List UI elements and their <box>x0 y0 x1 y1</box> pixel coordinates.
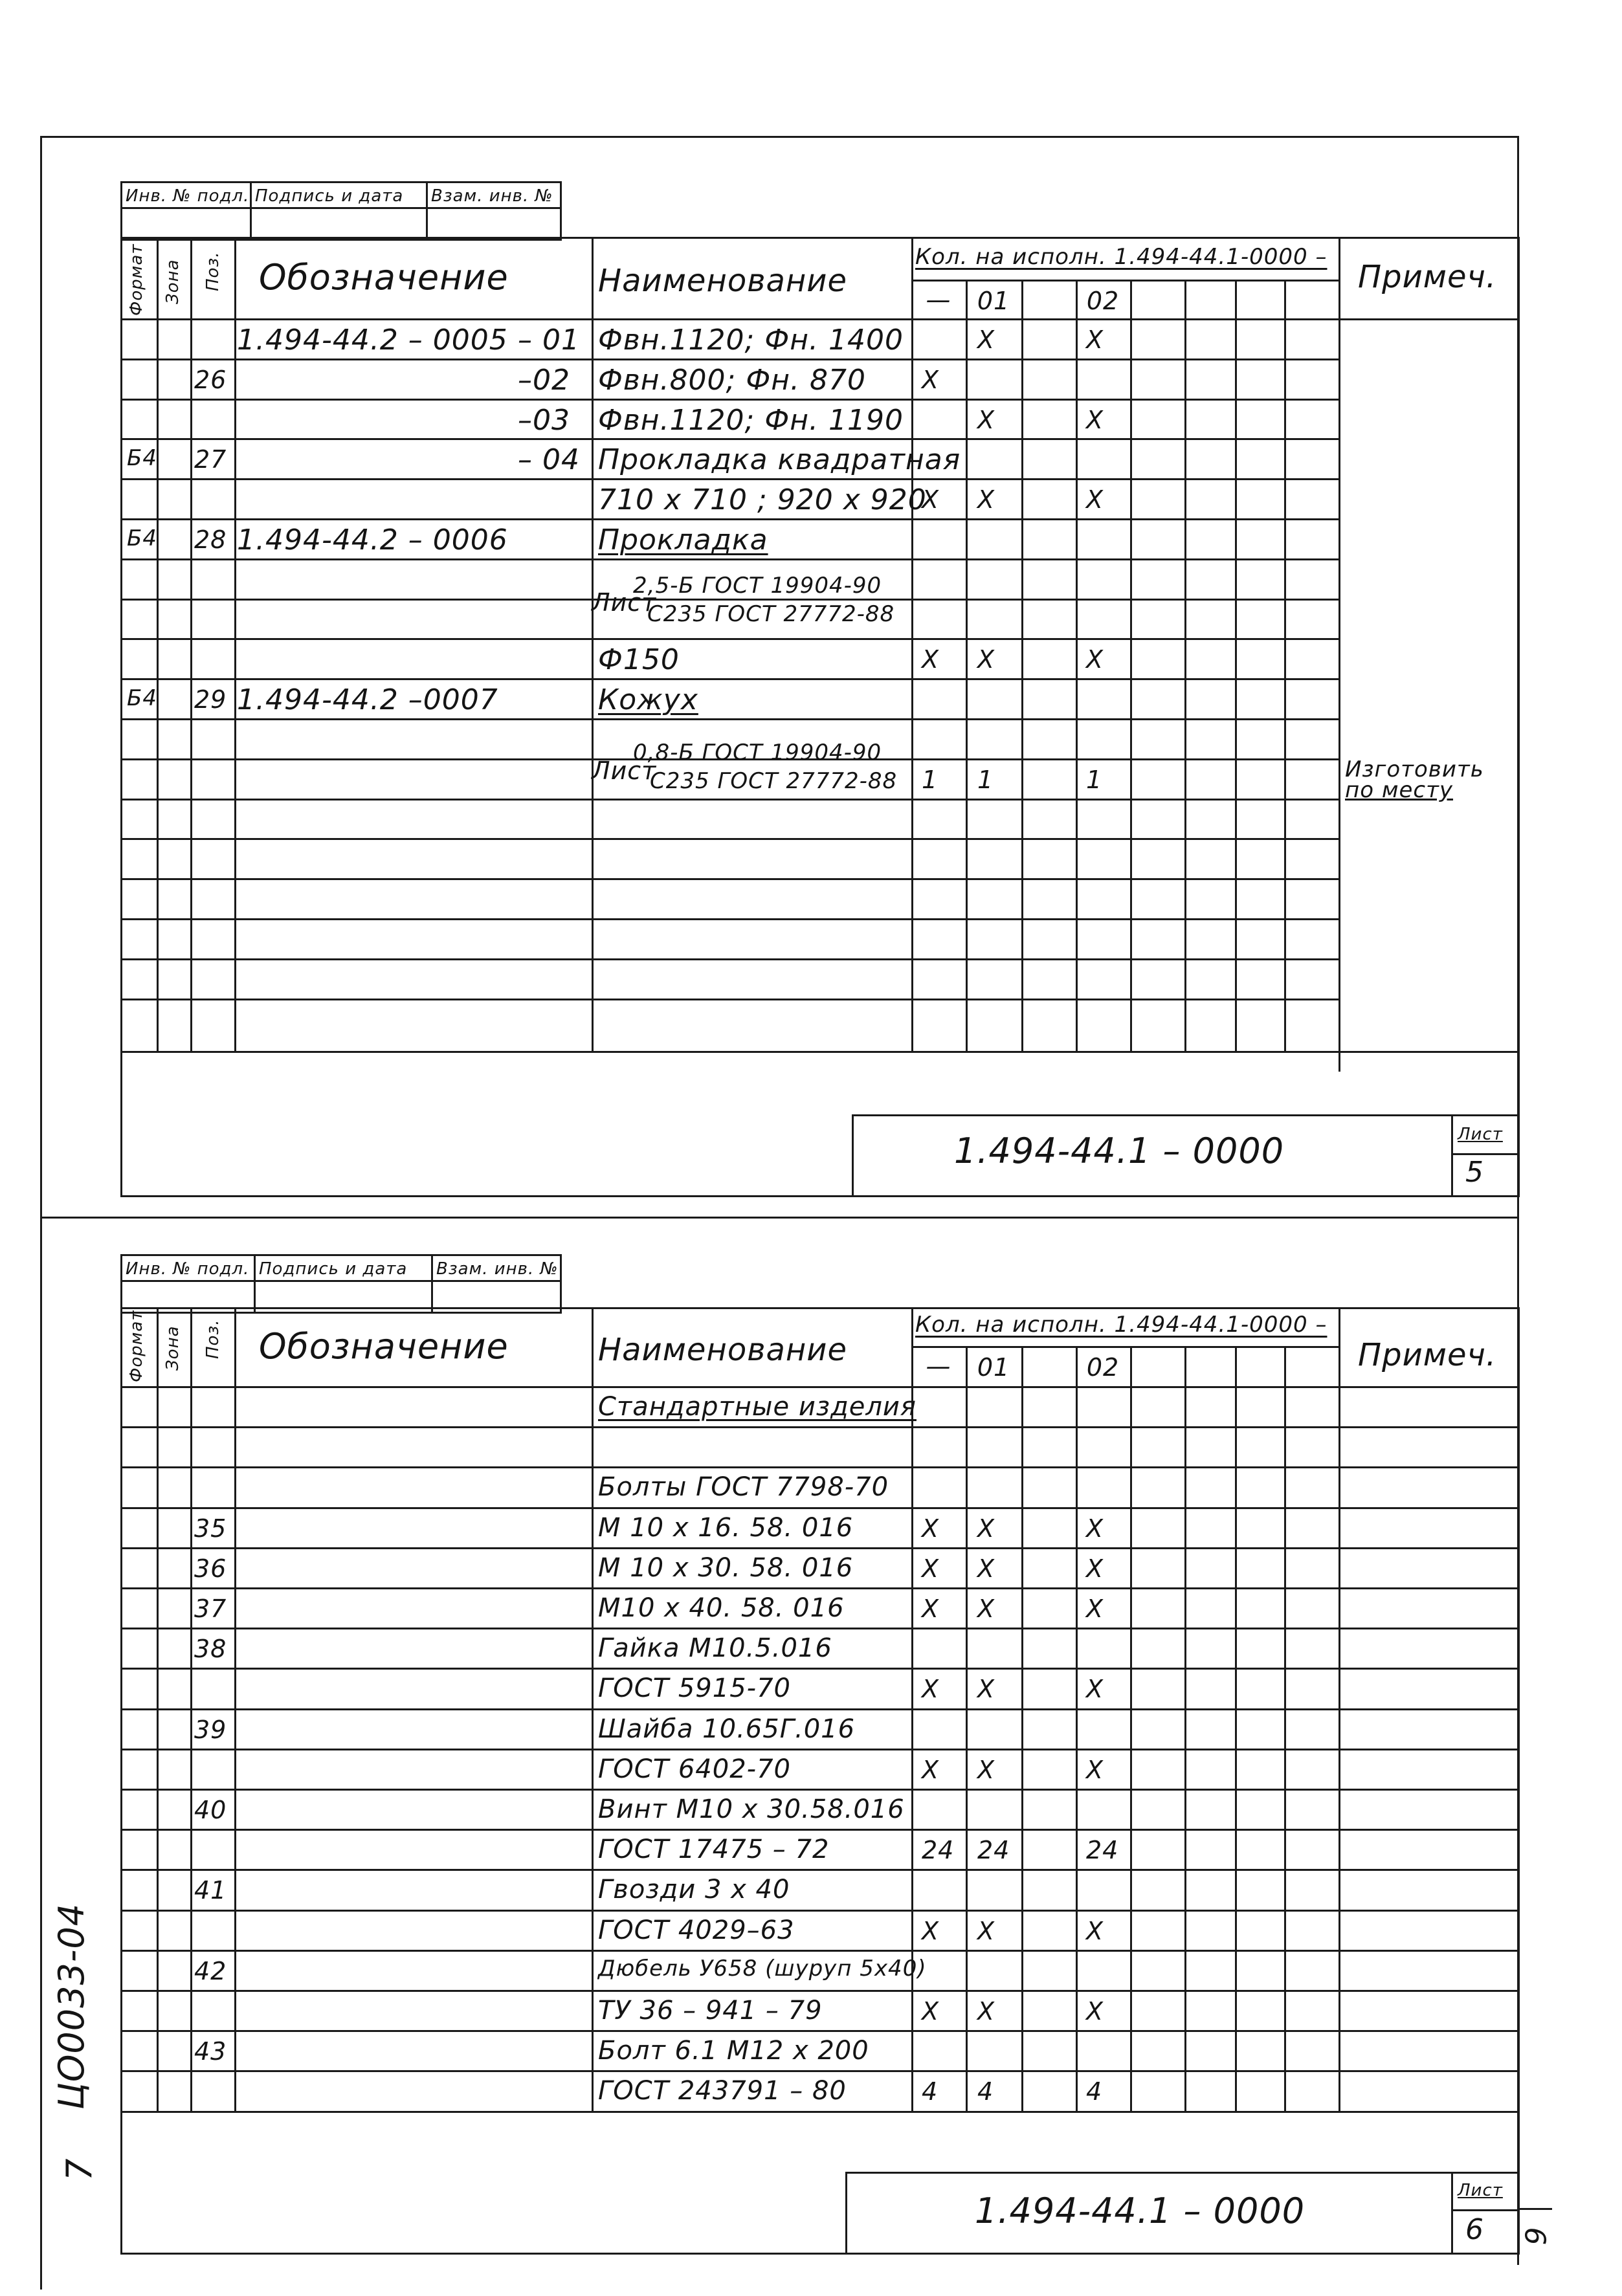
doc-number-1: 1.494-44.1 – 0000 <box>954 1131 1285 1171</box>
table-bottom-rule <box>120 1051 1520 1053</box>
col-line <box>1184 280 1186 1051</box>
row-line <box>120 718 1339 720</box>
position-cell: 28 <box>194 525 227 554</box>
material-top: 2,5-Б ГОСТ 19904-90 <box>633 573 882 599</box>
col-note-header: Примеч. <box>1358 1337 1497 1373</box>
row-line <box>120 1466 1520 1468</box>
header-rule <box>911 280 1339 281</box>
col-designation-header: Обозначение <box>259 1326 509 1367</box>
name-cell: Стандартные изделия <box>598 1392 917 1422</box>
col-pos-header: Поз. <box>203 1319 223 1359</box>
row-line <box>120 1628 1520 1629</box>
qty-cell-01: 24 <box>977 1836 1010 1864</box>
col-line <box>1076 280 1078 1051</box>
qty-cell-dash: X <box>922 1554 940 1583</box>
stamp-divider <box>120 207 562 209</box>
stamp-replace-label: Взам. инв. № <box>431 186 553 206</box>
name-cell: Ф150 <box>598 643 680 676</box>
qty-col-01: 01 <box>977 1353 1010 1382</box>
col-line <box>1284 280 1286 1051</box>
qty-cell-01: X <box>977 1554 995 1583</box>
qty-cell-01: X <box>977 1756 995 1784</box>
qty-cell-01: X <box>977 645 995 674</box>
row-line <box>120 1668 1520 1670</box>
stamp-inv-label: Инв. № подл. <box>126 1259 250 1279</box>
designation-cell: 1.494-44.2 – 0005 <box>237 324 508 357</box>
col-note-header: Примеч. <box>1358 259 1497 295</box>
row-line <box>120 1990 1520 1992</box>
name-cell: Болты ГОСТ 7798-70 <box>598 1472 889 1502</box>
row-line <box>120 918 1339 920</box>
qty-cell-01: X <box>977 485 995 514</box>
name-cell: ГОСТ 4029–63 <box>598 1915 795 1945</box>
position-cell: 43 <box>194 2037 227 2066</box>
row-line <box>120 1789 1520 1791</box>
qty-cell-01: 1 <box>977 766 994 794</box>
title-divider <box>1451 2209 1520 2211</box>
qty-cell-dash: 24 <box>922 1836 955 1864</box>
qty-cell-02: X <box>1086 1514 1104 1543</box>
qty-cell-dash: X <box>922 1997 940 2026</box>
name-cell: Прокладка <box>598 524 768 557</box>
stamp-inv-label: Инв. № подл. <box>126 186 250 206</box>
col-pos-header: Поз. <box>203 251 223 291</box>
col-line <box>1339 237 1340 1072</box>
material-top: 0,8-Б ГОСТ 19904-90 <box>633 740 882 766</box>
name-cell: Фвн.1120; Фн. 1400 <box>598 324 904 357</box>
position-cell: 37 <box>194 1595 227 1623</box>
title-divider <box>1451 1153 1520 1155</box>
stamp-replace-label: Взам. инв. № <box>436 1259 559 1279</box>
col-line <box>1235 280 1237 1051</box>
col-zone-header: Зона <box>163 259 183 304</box>
qty-cell-dash: 4 <box>922 2077 939 2106</box>
qty-cell-01: 4 <box>977 2077 994 2106</box>
row-line <box>120 2030 1520 2032</box>
row-line <box>120 558 1339 560</box>
row-line <box>120 1749 1520 1750</box>
page-number-rule <box>1517 2208 1552 2210</box>
qty-cell-dash: 1 <box>922 766 939 794</box>
stamp-sign-label: Подпись и дата <box>255 186 404 206</box>
sheet-separator <box>40 1217 1518 1219</box>
row-line <box>120 838 1339 840</box>
qty-cell-01: X <box>977 1675 995 1703</box>
page-border-top <box>40 136 1518 138</box>
name-cell: Кожух <box>598 683 698 716</box>
header-rule <box>911 1346 1339 1348</box>
qty-header: Кол. на исполн. 1.494-44.1-0000 – <box>915 1312 1328 1338</box>
row-line <box>120 1829 1520 1831</box>
qty-col-dash: — <box>926 1352 951 1380</box>
page-number: 6 <box>1518 2227 1551 2246</box>
qty-cell-dash: X <box>922 366 940 394</box>
qty-cell-02: 24 <box>1086 1836 1119 1864</box>
qty-cell-dash: X <box>922 1675 940 1703</box>
col-line <box>1184 1346 1186 2111</box>
row-line <box>120 999 1339 1000</box>
material-prefix: Лист <box>592 756 657 785</box>
format-cell: Б4 <box>127 685 157 711</box>
qty-cell-01: X <box>977 1917 995 1945</box>
name-cell: М 10 x 16. 58. 016 <box>598 1513 854 1543</box>
qty-col-dash: — <box>926 285 951 314</box>
col-line <box>1021 1346 1023 2111</box>
archive-page: 7 <box>59 2158 100 2181</box>
col-line <box>1284 1346 1286 2111</box>
name-cell: ГОСТ 17475 – 72 <box>598 1835 830 1864</box>
doc-number-2: 1.494-44.1 – 0000 <box>975 2191 1305 2231</box>
sheet-number-2: 6 <box>1465 2213 1484 2246</box>
name-cell: Болт 6.1 М12 x 200 <box>598 2036 869 2066</box>
qty-cell-02: X <box>1086 1997 1104 2026</box>
row-line <box>120 638 1339 640</box>
qty-cell-02: X <box>1086 485 1104 514</box>
header-rule <box>120 1386 1520 1388</box>
name-cell: ГОСТ 243791 – 80 <box>598 2076 847 2106</box>
stamp-divider <box>120 1280 562 1282</box>
name-cell: Фвн.1120; Фн. 1190 <box>598 404 904 437</box>
variant-suffix: – 04 <box>518 443 580 476</box>
format-cell: Б4 <box>127 445 157 471</box>
qty-cell-dash: X <box>922 1514 940 1543</box>
col-name-header: Наименование <box>598 263 848 299</box>
variant-suffix: –02 <box>518 364 570 397</box>
row-line <box>120 359 1339 360</box>
position-cell: 26 <box>194 366 227 394</box>
qty-cell-dash: X <box>922 645 940 674</box>
sheet-number-1: 5 <box>1465 1156 1484 1189</box>
position-cell: 39 <box>194 1716 227 1744</box>
row-line <box>120 1587 1520 1589</box>
row-line <box>120 1910 1520 1912</box>
qty-cell-02: 4 <box>1086 2077 1103 2106</box>
col-zone-header: Зона <box>163 1325 183 1371</box>
name-cell: М 10 x 30. 58. 016 <box>598 1553 854 1583</box>
name-cell: 710 x 710 ; 920 x 920 <box>598 483 927 516</box>
qty-cell-01: X <box>977 1595 995 1623</box>
row-line <box>120 878 1339 880</box>
qty-cell-02: X <box>1086 1675 1104 1703</box>
row-line <box>120 399 1339 401</box>
qty-cell-dash: X <box>922 1917 940 1945</box>
variant-suffix: – 01 <box>518 324 580 357</box>
qty-cell-dash: X <box>922 1756 940 1784</box>
row-line <box>120 678 1339 680</box>
position-cell: 29 <box>194 685 227 714</box>
col-line <box>966 280 968 1051</box>
row-line <box>120 1507 1520 1509</box>
name-cell: Гвозди 3 x 40 <box>598 1875 790 1904</box>
col-line <box>1130 280 1132 1051</box>
note-make-line2: по месту <box>1345 777 1454 803</box>
qty-cell-02: X <box>1086 1756 1104 1784</box>
col-line <box>1021 280 1023 1051</box>
designation-cell: 1.494-44.2 –0007 <box>237 683 498 716</box>
stamp-divider <box>426 181 428 241</box>
stamp-divider <box>250 181 252 241</box>
position-cell: 38 <box>194 1635 227 1663</box>
designation-cell: 1.494-44.2 – 0006 <box>237 524 508 557</box>
qty-cell-01: X <box>977 1997 995 2026</box>
row-line <box>120 478 1339 480</box>
position-cell: 36 <box>194 1554 227 1583</box>
qty-cell-dash: X <box>922 1595 940 1623</box>
title-divider <box>1451 2172 1453 2255</box>
qty-cell-02: X <box>1086 645 1104 674</box>
name-cell: Прокладка квадратная <box>598 443 961 476</box>
stamp-sign-label: Подпись и дата <box>259 1259 408 1279</box>
name-cell: ГОСТ 6402-70 <box>598 1754 791 1784</box>
position-cell: 35 <box>194 1514 227 1543</box>
material-bottom: С235 ГОСТ 27772-88 <box>650 768 898 794</box>
row-line <box>120 438 1339 440</box>
title-divider <box>1451 1114 1453 1197</box>
name-cell: Винт М10 x 30.58.016 <box>598 1794 905 1824</box>
qty-cell-02: 1 <box>1086 766 1103 794</box>
sheet-label-1: Лист <box>1458 1125 1503 1144</box>
col-line <box>1076 1346 1078 2111</box>
qty-cell-02: X <box>1086 1917 1104 1945</box>
row-line <box>120 1869 1520 1871</box>
row-line <box>120 2070 1520 2072</box>
name-cell: Шайба 10.65Г.016 <box>598 1714 856 1744</box>
col-designation-header: Обозначение <box>259 257 509 298</box>
qty-cell-02: X <box>1086 1595 1104 1623</box>
qty-cell-01: X <box>977 406 995 434</box>
position-cell: 27 <box>194 445 227 474</box>
archive-code: ЦО0033-04 <box>51 1903 92 2110</box>
row-line <box>120 958 1339 960</box>
qty-col-02: 02 <box>1086 287 1120 315</box>
row-line <box>120 1950 1520 1952</box>
row-line <box>120 1708 1520 1710</box>
qty-cell-02: X <box>1086 406 1104 434</box>
name-cell: Дюбель У658 (шуруп 5x40) <box>598 1956 927 1981</box>
col-line <box>966 1346 968 2111</box>
row-line <box>120 518 1339 520</box>
sheet-label-2: Лист <box>1458 2181 1503 2200</box>
position-cell: 42 <box>194 1957 227 1985</box>
header-rule <box>120 318 1520 320</box>
position-cell: 41 <box>194 1876 227 1904</box>
table-bottom-rule <box>120 2111 1520 2113</box>
col-line <box>1130 1346 1132 2111</box>
row-line <box>120 1547 1520 1549</box>
material-prefix: Лист <box>592 588 657 617</box>
name-cell: М10 x 40. 58. 016 <box>598 1593 845 1623</box>
name-cell: ТУ 36 – 941 – 79 <box>598 1996 823 2026</box>
qty-cell-02: X <box>1086 1554 1104 1583</box>
row-line <box>120 799 1339 800</box>
qty-cell-02: X <box>1086 326 1104 354</box>
variant-suffix: –03 <box>518 404 570 437</box>
stamp-divider <box>431 1254 433 1314</box>
qty-cell-dash: X <box>922 485 940 514</box>
col-format-header: Формат <box>127 1310 146 1382</box>
name-cell: Фвн.800; Фн. 870 <box>598 364 866 397</box>
qty-col-02: 02 <box>1086 1353 1120 1382</box>
stamp-divider <box>254 1254 256 1314</box>
row-line <box>120 599 1339 601</box>
note-make-line1: Изготовить <box>1345 756 1484 782</box>
page-border-left <box>40 136 42 2290</box>
format-cell: Б4 <box>127 525 157 551</box>
position-cell: 40 <box>194 1796 227 1824</box>
name-cell: Гайка М10.5.016 <box>598 1633 832 1663</box>
qty-header: Кол. на исполн. 1.494-44.1-0000 – <box>915 244 1328 270</box>
col-format-header: Формат <box>127 243 146 316</box>
material-bottom: С235 ГОСТ 27772-88 <box>647 601 895 627</box>
col-line <box>1235 1346 1237 2111</box>
qty-cell-01: X <box>977 1514 995 1543</box>
row-line <box>120 1426 1520 1428</box>
col-name-header: Наименование <box>598 1332 848 1368</box>
qty-col-01: 01 <box>977 287 1010 315</box>
name-cell: ГОСТ 5915-70 <box>598 1673 791 1703</box>
qty-cell-01: X <box>977 326 995 354</box>
